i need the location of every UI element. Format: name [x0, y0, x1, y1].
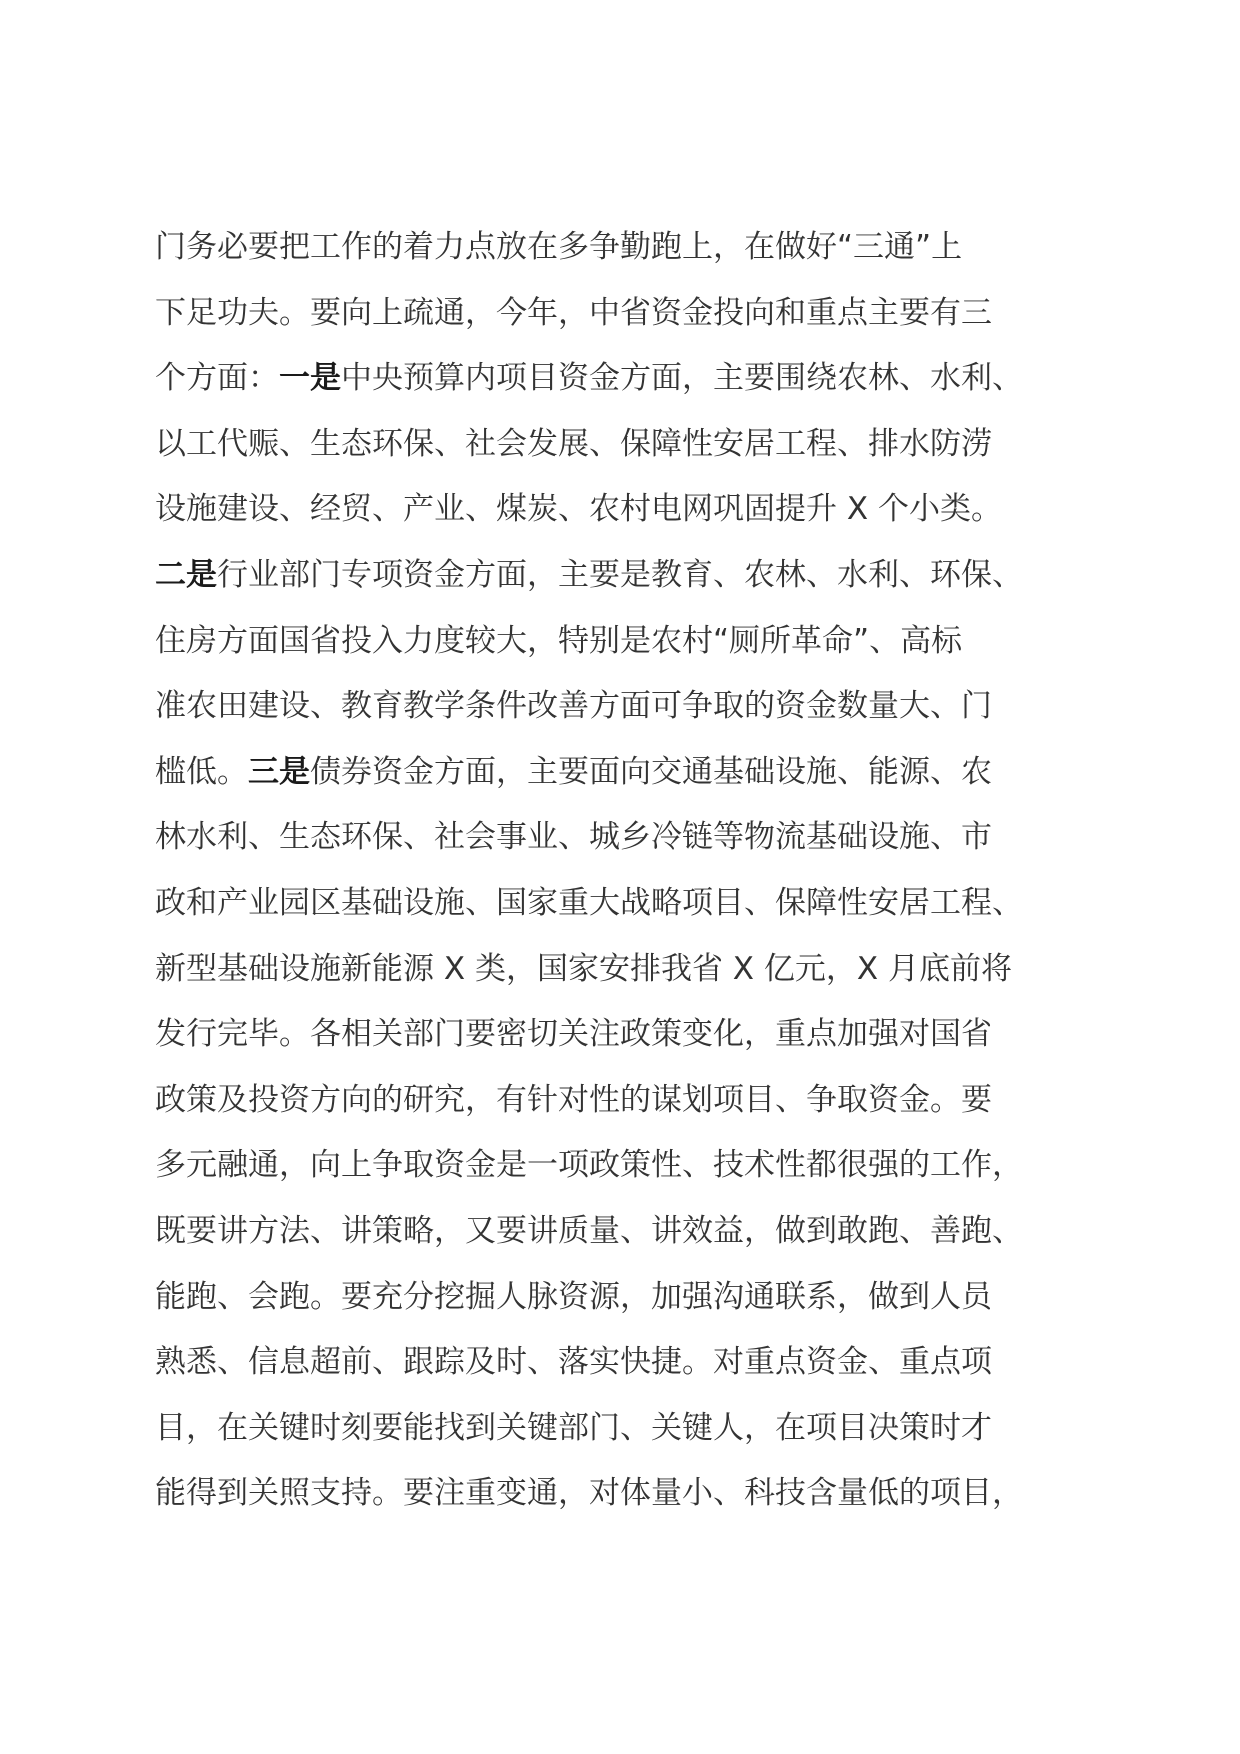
text-segment: 能得到关照支持。要注重变通，对体量小、科技含量低的项目， — [155, 1475, 1023, 1512]
text-line — [155, 1199, 1095, 1265]
text-line — [155, 281, 1095, 347]
text-segment: 发行完毕。各相关部门要密切关注政策变化，重点加强对国省 — [155, 1016, 992, 1053]
text-line — [155, 740, 1095, 806]
text-segment: 中央预算内项目资金方面，主要围绕农林、水利、 — [341, 360, 1023, 397]
text-line — [155, 1002, 1095, 1068]
text-segment: 能跑、会跑。要充分挖掘人脉资源，加强沟通联系，做到人员 — [155, 1278, 992, 1315]
bold-text-segment: 一是 — [279, 360, 341, 397]
text-line — [155, 674, 1095, 740]
text-line — [155, 477, 1095, 543]
text-segment: 目，在关键时刻要能找到关键部门、关键人，在项目决策时才 — [155, 1409, 992, 1446]
text-segment: 政和产业园区基础设施、国家重大战略项目、保障性安居工程、 — [155, 884, 1023, 921]
text-segment: 林水利、生态环保、社会事业、城乡冷链等物流基础设施、市 — [155, 819, 992, 856]
text-line — [155, 1461, 1095, 1527]
text-line — [155, 1330, 1095, 1396]
text-line — [155, 805, 1095, 871]
text-line — [155, 412, 1095, 478]
text-segment: 政策及投资方向的研究，有针对性的谋划项目、争取资金。要 — [155, 1081, 992, 1118]
text-line — [155, 1396, 1095, 1462]
body-paragraph — [155, 215, 1095, 1527]
text-segment: 债券资金方面，主要面向交通基础设施、能源、农 — [310, 753, 992, 790]
text-line — [155, 609, 1095, 675]
text-segment: 熟悉、信息超前、跟踪及时、落实快捷。对重点资金、重点项 — [155, 1344, 992, 1381]
text-line — [155, 215, 1095, 281]
text-segment: 住房方面国省投入力度较大，特别是农村“厕所革命”、高标 — [155, 622, 963, 659]
text-line — [155, 346, 1095, 412]
text-segment: 门务必要把工作的着力点放在多争勤跑上，在做好“三通”上 — [155, 229, 963, 265]
text-line — [155, 1265, 1095, 1331]
text-segment: 下足功夫。要向上疏通，今年，中省资金投向和重点主要有三 — [155, 294, 992, 331]
text-segment: 多元融通，向上争取资金是一项政策性、技术性都很强的工作， — [155, 1147, 1023, 1184]
text-line — [155, 871, 1095, 937]
text-segment: 准农田建设、教育教学条件改善方面可争取的资金数量大、门 — [155, 688, 992, 725]
text-segment: 个方面： — [155, 360, 279, 397]
text-line — [155, 543, 1095, 609]
text-segment: 行业部门专项资金方面，主要是教育、农林、水利、环保、 — [217, 556, 1023, 593]
text-line — [155, 1068, 1095, 1134]
bold-text-segment: 三是 — [248, 753, 310, 790]
text-segment: 设施建设、经贸、产业、煤炭、农村电网巩固提升 X 个小类。 — [155, 491, 1002, 528]
text-segment: 以工代赈、生态环保、社会发展、保障性安居工程、排水防涝 — [155, 425, 992, 462]
bold-text-segment: 二是 — [155, 556, 217, 593]
text-line — [155, 937, 1095, 1003]
text-segment: 新型基础设施新能源 X 类，国家安排我省 X 亿元，X 月底前将 — [155, 950, 1012, 987]
text-line — [155, 1133, 1095, 1199]
text-segment: 槛低。 — [155, 753, 248, 790]
text-segment: 既要讲方法、讲策略，又要讲质量、讲效益，做到敢跑、善跑、 — [155, 1212, 1023, 1249]
